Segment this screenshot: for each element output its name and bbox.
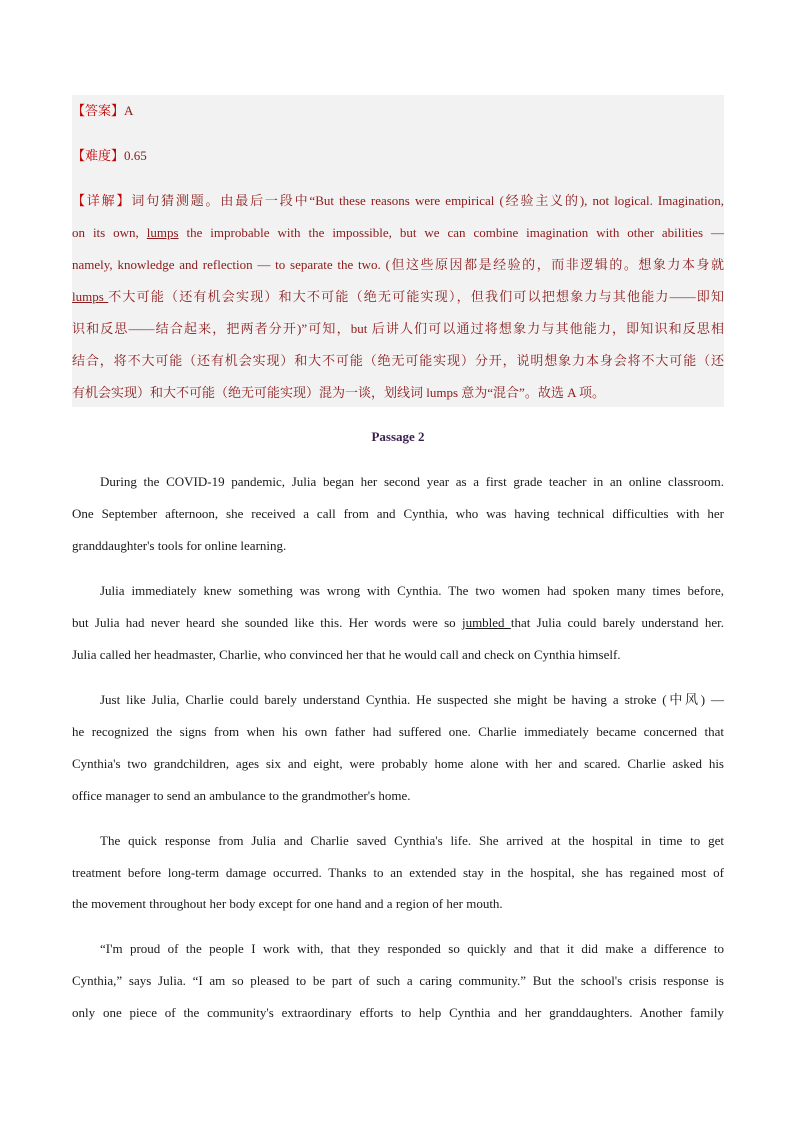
passage-title: Passage 2 — [371, 429, 425, 444]
p1-line-2: One September afternoon, she received a call from and Cynthia, who was having technical difficulties with her — [72, 506, 724, 521]
body-text: that Julia could barely understand her. — [510, 615, 724, 630]
underlined-word-lumps: lumps — [72, 289, 109, 304]
answer-tag: 【答案】 — [72, 103, 125, 118]
detail-tag: 【详解】 — [72, 193, 132, 208]
answer-value: A — [124, 103, 134, 118]
body-text: but Julia had never heard she sounded like this. Her words were so — [72, 615, 462, 630]
answer-line — [72, 103, 724, 119]
p4-line-2: treatment before long-term damage occurred. Thanks to an extended stay in the hospital, she has regained most of — [72, 865, 724, 880]
detail-line-3: namely, knowledge and reflection — to separate the two. (但这些原因都是经验的，而非逻辑的。想象力本身就 — [72, 257, 724, 272]
detail-line-5: 识和反思——结合起来，把两者分开)”可知，but 后讲人们可以通过将想象力与其他能力，即知识和反思相 — [72, 321, 724, 336]
difficulty-line — [72, 148, 724, 164]
detail-text: 词句猜测题。由最后一段中“But these reasons were empirical (经验主义的), not logical. Imagination, — [131, 193, 724, 208]
difficulty-tag: 【难度】 — [72, 148, 125, 163]
underlined-word-lumps: lumps — [146, 225, 179, 240]
detail-line-6: 结合，将不大可能（还有机会实现）和大不可能（绝无可能实现）分开，说明想象力本身会将不大可能（还 — [72, 353, 724, 368]
detail-line-1 — [72, 193, 724, 209]
p3-line-1: Just like Julia, Charlie could barely understand Cynthia. He suspected she might be having a stroke (中风) — — [100, 692, 724, 707]
detail-text: the improbable with the impossible, but we can combine imagination with other abilities — — [178, 225, 725, 240]
detail-line-2 — [72, 225, 724, 241]
detail-line-4 — [72, 289, 724, 305]
p1-line-1: During the COVID-19 pandemic, Julia began her second year as a first grade teacher in an online classroom. — [100, 474, 724, 489]
p3-line-4: office manager to send an ambulance to the grandmother's home. — [72, 788, 411, 803]
p1-line-3: granddaughter's tools for online learning. — [72, 538, 287, 553]
p4-line-1: The quick response from Julia and Charlie saved Cynthia's life. She arrived at the hospital in time to get — [100, 833, 724, 848]
p3-line-2: he recognized the signs from when his own father had suffered one. Charlie immediately became concerned that — [72, 724, 724, 739]
detail-text: 不大可能（还有机会实现）和大不可能（绝无可能实现），但我们可以把想象力与其他能力——即知 — [108, 289, 724, 304]
underlined-word-jumbled: jumbled — [461, 615, 511, 630]
detail-text: on its own, — [72, 225, 147, 240]
p5-line-2: Cynthia,” says Julia. “I am so pleased to be part of such a caring community.” But the school's crisis response is — [72, 973, 724, 988]
detail-line-7: 有机会实现）和大不可能（绝无可能实现）混为一谈，划线词 lumps 意为“混合”。故选 A 项。 — [72, 385, 605, 400]
p3-line-3: Cynthia's two grandchildren, ages six and eight, were probably home alone with her and scared. Charlie asked his — [72, 756, 724, 771]
p5-line-1: “I'm proud of the people I work with, that they responded so quickly and that it did make a difference to — [100, 941, 724, 956]
p4-line-3: the movement throughout her body except for one hand and a region of her mouth. — [72, 896, 503, 911]
p2-line-1: Julia immediately knew something was wrong with Cynthia. The two women had spoken many times before, — [100, 583, 724, 598]
p2-line-3: Julia called her headmaster, Charlie, who convinced her that he would call and check on Cynthia himself. — [72, 647, 621, 662]
p5-line-3: only one piece of the community's extraordinary efforts to help Cynthia and her granddaughters. Another family — [72, 1005, 724, 1020]
difficulty-value: 0.65 — [124, 148, 147, 163]
p2-line-2 — [72, 615, 724, 631]
